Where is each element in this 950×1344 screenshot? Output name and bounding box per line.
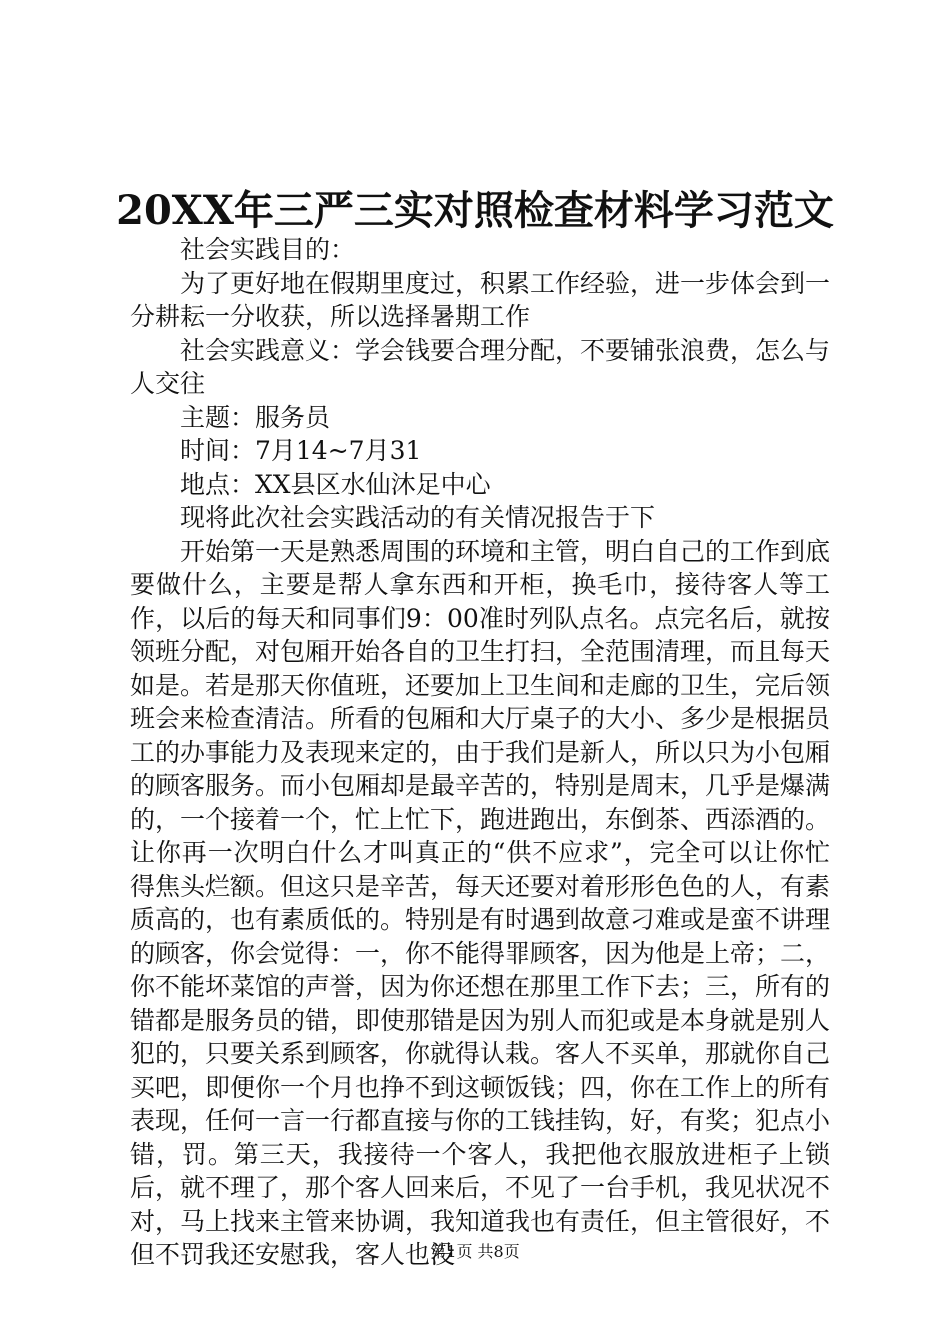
paragraph: 为了更好地在假期里度过，积累工作经验，进一步体会到一分耕耘一分收获，所以选择暑期工作 [130,268,831,331]
paragraph: 社会实践目的： [180,235,356,264]
paragraph: 主题：服务员 [180,402,331,432]
page-footer: 第1页 共8页 [430,1242,520,1261]
paragraph: 现将此次社会实践活动的有关情况报告于下 [180,503,656,532]
paragraph: 地点：XX县区水仙沐足中心 [180,469,491,499]
document-body [130,233,830,1272]
document-title: 20XX年三严三实对照检查材料学习范文 [116,187,834,234]
paragraph: 时间：7月14~7月31 [180,436,422,465]
paragraph: 开始第一天是熟悉周围的环境和主管，明白自己的工作到底要做什么，主要是帮人拿东西和开柜，换毛巾，接待客人等工作，以后的每天和同事们9：00准时列队点名。点完名后，就按领班分配，对包厢开始各自的卫生打扫，全范围清理，而且每天如是。若是那天你值班，还要加上卫生间和走廊的卫生，完后领班会来检查清洁。所看的包厢和大厅桌子的大小、多少是根据员工的办事能力及表现来定的，由于我们是新人，所以只为小包厢的顾客服务。而小包厢却是最辛苦的，特别是周末，几乎是爆满的，一个接着一个，忙上忙下，跑进跑出，东倒茶、西添酒的。让你再一次明白什么才叫真正的“供不应求”，完全可以让你忙得焦头烂额。但这只是辛苦，每天还要对着形形色色的人，有素质高的，也有素质低的。特别是有时遇到故意刁难或是蛮不讲理的顾客，你会觉得：一，你不能得罪顾客，因为他是上帝；二，你不能坏菜馆的声誉，因为你还想在那里工作下去；三，所有的错都是服务员的错，即使那错是因为别人而犯或是本身就是别人犯的，只要关系到顾客，你就得认栽。客人不买单，那就你自己买吧，即便你一个月也挣不到这顿饭钱；四，你在工作上的所有表现，任何一言一行都直接与你的工钱挂钩，好，有奖；犯点小错，罚。第三天，我接待一个客人，我把他衣服放进柜子上锁后，就不理了，那个客人回来后，不见了一台手机，我见状况不对，马上找来主管来协调，我知道我也有责任，但主管很好，不但不罚我还安慰我，客人也没 [130,536,831,1269]
paragraph: 社会实践意义：学会钱要合理分配，不要铺张浪费，怎么与人交往 [130,335,831,398]
